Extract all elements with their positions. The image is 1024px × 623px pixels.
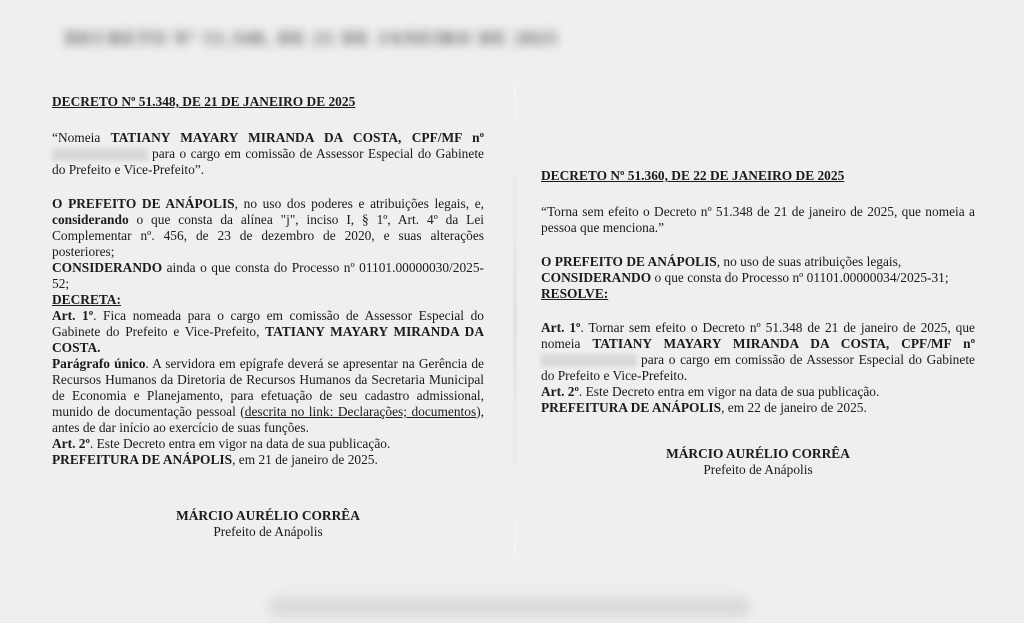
signature-role: Prefeito de Anápolis xyxy=(213,524,323,539)
decree-left xyxy=(52,94,484,540)
signature-role: Prefeito de Anápolis xyxy=(703,462,813,477)
documents-link[interactable]: descrita no link: Declarações; documentos xyxy=(244,404,477,419)
article-2: Art. 2º. Este Decreto entra em vigor na data de sua publicação. xyxy=(52,436,391,451)
decree-right xyxy=(541,168,975,478)
decreta-heading: DECRETA: xyxy=(52,292,121,307)
decree-ementa: “Torna sem efeito o Decreto nº 51.348 de 21 de janeiro de 2025, que nomeia a pessoa que menciona.” xyxy=(541,204,975,235)
article-1: Art. 1º. Tornar sem efeito o Decreto nº 51.348 de 21 de janeiro de 2025, que nomeia TATIANY MAYARY MIRANDA DA COSTA, CPF/MF nº para o cargo em comissão de Assessor Especial do Gabinete do Prefeito e Vice-Prefeito. xyxy=(541,320,975,383)
decree-ementa: “Nomeia TATIANY MAYARY MIRANDA DA COSTA, CPF/MF nº para o cargo em comissão de Assessor Especial do Gabinete do Prefeito e Vice-Prefeito”. xyxy=(52,130,484,177)
prefeitura-date: PREFEITURA DE ANÁPOLIS, em 21 de janeiro de 2025. xyxy=(52,452,378,467)
article-1: Art. 1º. Fica nomeada para o cargo em comissão de Assessor Especial do Gabinete do Prefeito e Vice-Prefeito, TATIANY MAYARY MIRANDA DA COSTA. xyxy=(52,308,484,355)
prefeitura-date: PREFEITURA DE ANÁPOLIS, em 22 de janeiro de 2025. xyxy=(541,400,867,415)
considerando-paragraph: CONSIDERANDO ainda o que consta do Processo nº 01101.00000030/2025-52; xyxy=(52,260,484,291)
signature-block xyxy=(541,446,975,478)
signature-block xyxy=(52,508,484,540)
article-2: Art. 2º. Este Decreto entra em vigor na data de sua publicação. xyxy=(541,384,880,399)
redacted-cpf xyxy=(541,354,637,367)
preamble-paragraph: O PREFEITO DE ANÁPOLIS, no uso dos poderes e atribuições legais, e, considerando o que consta da alínea "j", inciso I, § 1º, Art. 4º da Lei Complementar nº. 456, de 23 de dezembro de 2020, e suas alterações posteriores; xyxy=(52,196,484,259)
signature-name: MÁRCIO AURÉLIO CORRÊA xyxy=(176,508,360,523)
blurred-header: DECRETO Nº 51.348, DE 21 DE JANEIRO DE 2025 xyxy=(65,28,559,48)
considerando-paragraph: CONSIDERANDO o que consta do Processo nº 01101.00000034/2025-31; xyxy=(541,270,949,285)
page-divider xyxy=(514,85,516,555)
blurred-footer xyxy=(270,598,750,616)
paragrafo-unico: Parágrafo único. A servidora em epígrafe deverá se apresentar na Gerência de Recursos Humanos da Diretoria de Recursos Humanos da Secretaria Municipal de Economia e Planejamento, para efetuação de seu cadastro admissional, munido de documentação pessoal (descrita no link: Declarações; documentos), antes de dar início ao exercício de suas funções. xyxy=(52,356,484,435)
resolve-heading: RESOLVE: xyxy=(541,286,609,301)
decree-title: DECRETO Nº 51.360, DE 22 DE JANEIRO DE 2025 xyxy=(541,168,845,183)
preamble-paragraph: O PREFEITO DE ANÁPOLIS, no uso de suas atribuições legais, xyxy=(541,254,902,269)
redacted-cpf xyxy=(52,148,148,161)
signature-name: MÁRCIO AURÉLIO CORRÊA xyxy=(666,446,850,461)
decree-title: DECRETO Nº 51.348, DE 21 DE JANEIRO DE 2025 xyxy=(52,94,356,109)
